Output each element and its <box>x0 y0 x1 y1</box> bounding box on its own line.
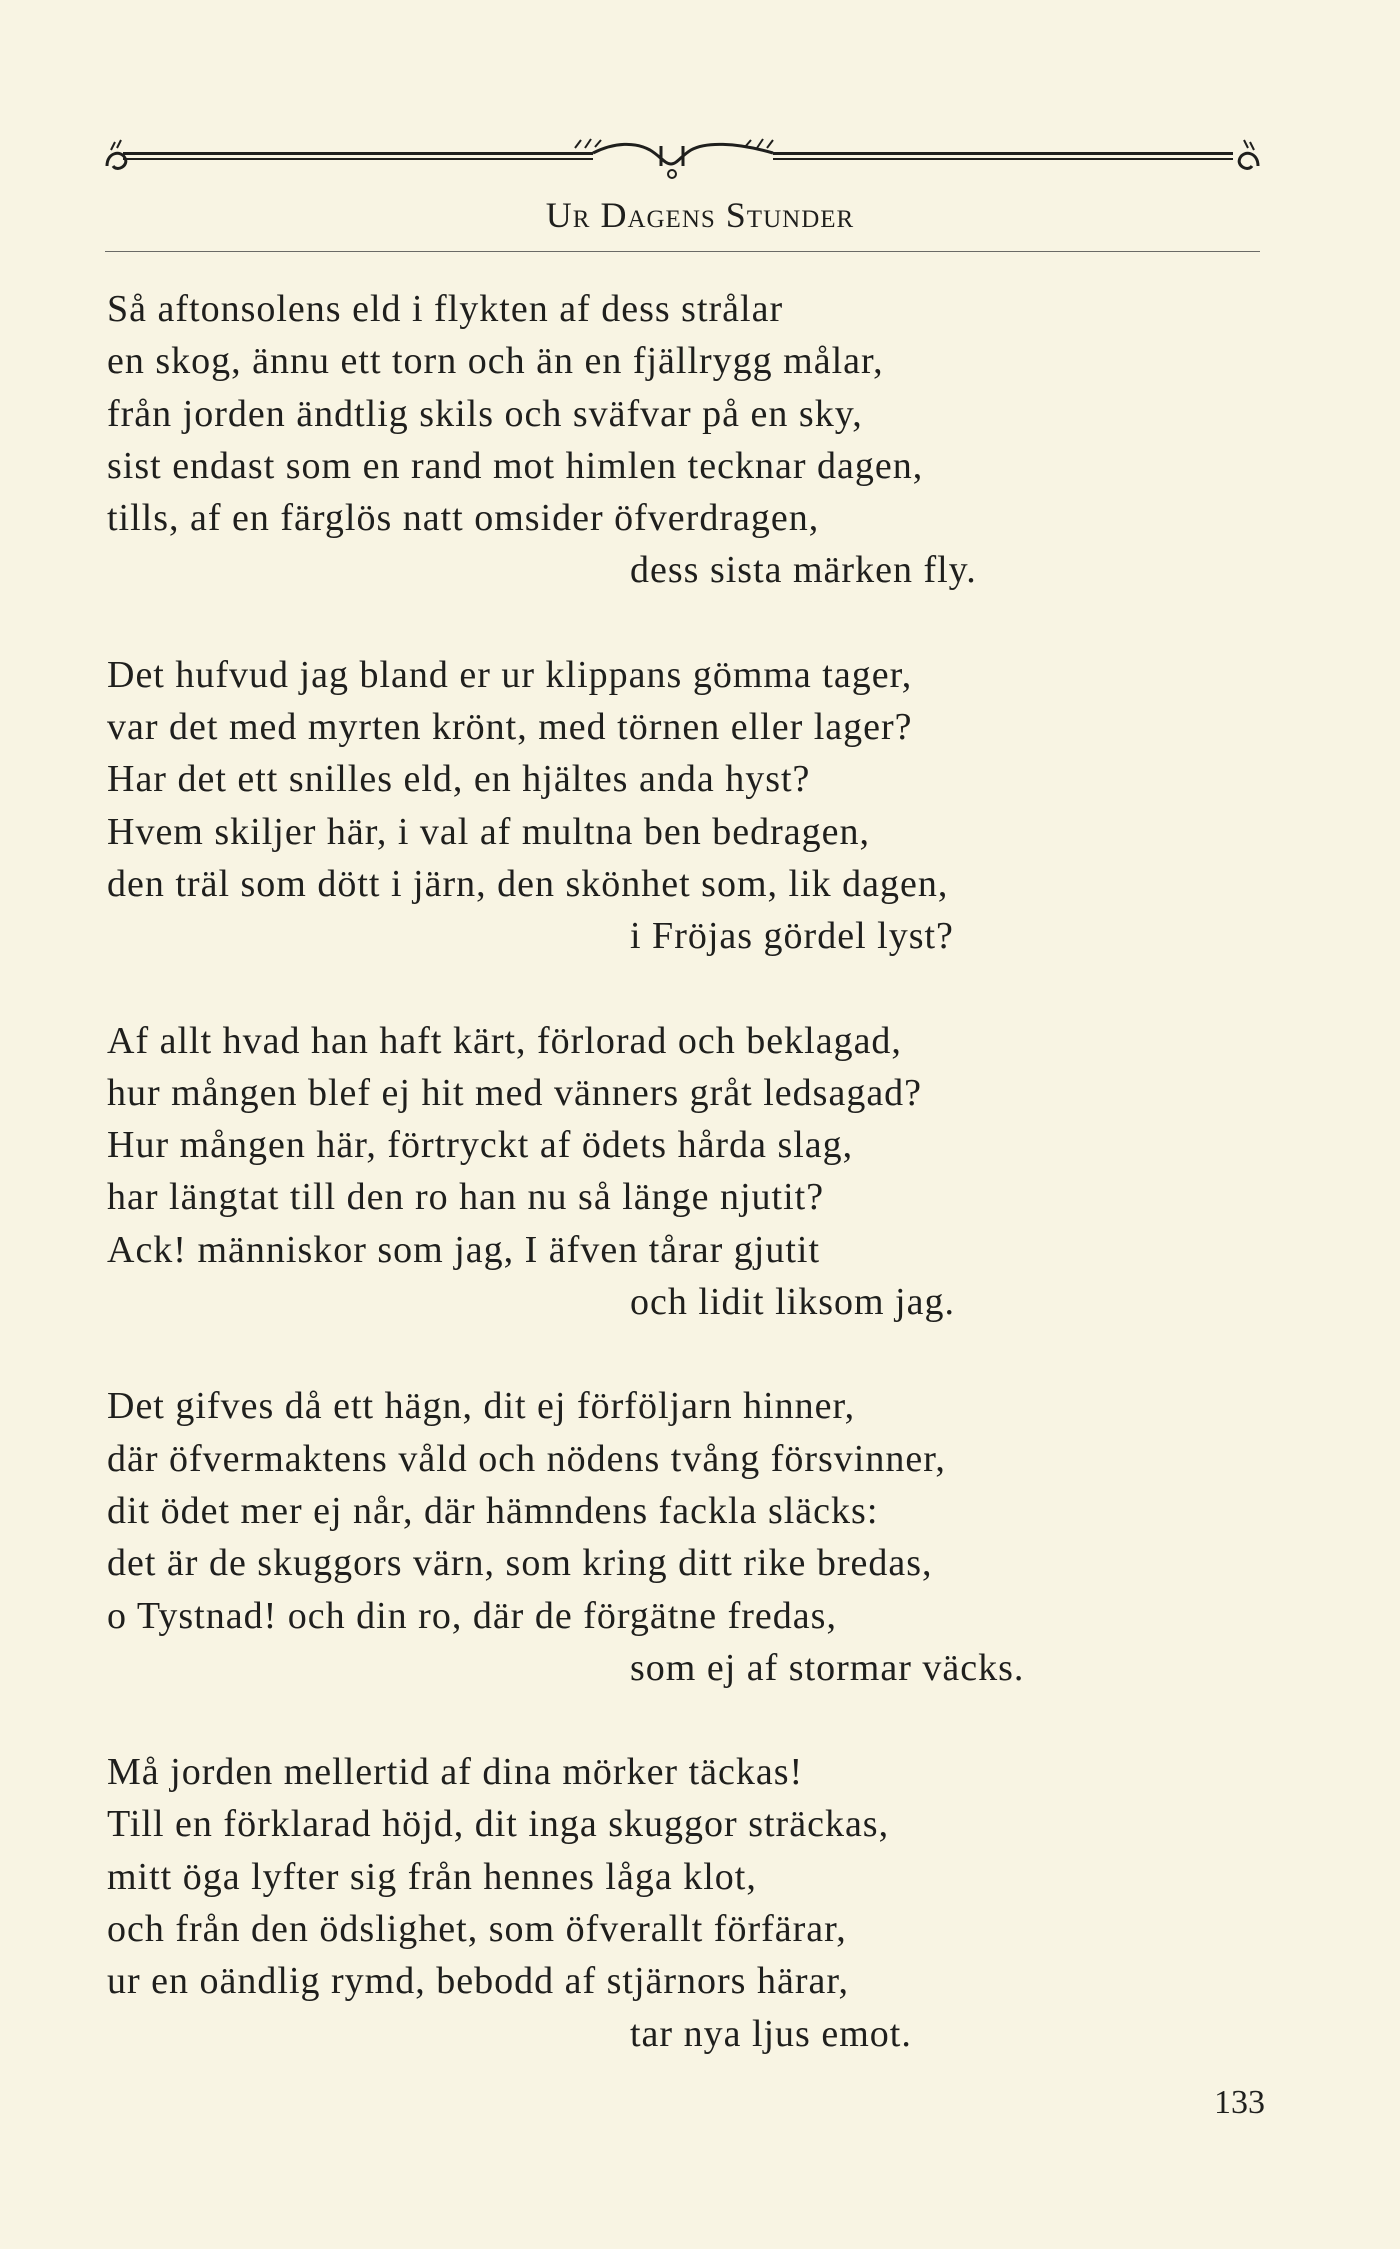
poem-line: en skog, ännu ett torn och än en fjällrygg målar, <box>107 340 884 383</box>
poem-line: Må jorden mellertid af dina mörker täckas! <box>107 1751 804 1794</box>
running-head: Ur Dagens Stunder <box>545 195 855 235</box>
poem-line-refrain: dess sista märken fly. <box>630 549 977 592</box>
poem-line: den träl som dött i järn, den skönhet som, lik dagen, <box>107 862 949 905</box>
header-ornament <box>105 136 1260 188</box>
poem-line: det är de skuggors värn, som kring ditt rike bredas, <box>107 1542 933 1585</box>
poem-line-refrain: tar nya ljus emot. <box>630 2012 912 2055</box>
poem <box>107 283 1207 2112</box>
stanza <box>107 1015 1207 1329</box>
stanza <box>107 283 1207 597</box>
poem-line-refrain: som ej af stormar väcks. <box>630 1646 1025 1689</box>
poem-line: Det gifves då ett hägn, dit ej förföljarn hinner, <box>107 1385 856 1428</box>
poem-line: mitt öga lyfter sig från hennes låga klot, <box>107 1855 757 1898</box>
poem-line: Hvem skiljer här, i val af multna ben bedragen, <box>107 810 871 853</box>
poem-line: o Tystnad! och din ro, där de förgätne fredas, <box>107 1594 837 1637</box>
page-number: 133 <box>1214 2084 1265 2121</box>
poem-line: sist endast som en rand mot himlen tecknar dagen, <box>107 444 924 487</box>
poem-line: där öfvermaktens våld och nödens tvång försvinner, <box>107 1437 946 1480</box>
stanza <box>107 649 1207 963</box>
poem-line: tills, af en färglös natt omsider öfverdragen, <box>107 497 820 540</box>
poem-line: Ack! människor som jag, I äfven tårar gjutit <box>107 1228 821 1271</box>
poem-line: ur en oändlig rymd, bebodd af stjärnors härar, <box>107 1960 849 2003</box>
poem-line: har längtat till den ro han nu så länge njutit? <box>107 1176 825 1219</box>
poem-line: Så aftonsolens eld i flykten af dess strålar <box>107 288 784 330</box>
poem-line: var det med myrten krönt, med törnen eller lager? <box>107 706 913 749</box>
poem-line: Till en förklarad höjd, dit inga skuggor sträckas, <box>107 1803 890 1846</box>
poem-line: Det hufvud jag bland er ur klippans gömma tager, <box>107 653 913 696</box>
poem-line: Af allt hvad han haft kärt, förlorad och beklagad, <box>107 1019 902 1062</box>
poem-line: hur mången blef ej hit med vänners gråt ledsagad? <box>107 1071 923 1114</box>
poem-line: och från den ödslighet, som öfverallt förfärar, <box>107 1908 847 1951</box>
poem-line: Har det ett snilles eld, en hjältes anda hyst? <box>107 758 811 801</box>
stanza <box>107 1746 1207 2060</box>
poem-line-refrain: i Fröjas gördel lyst? <box>630 915 954 958</box>
poem-line-refrain: och lidit liksom jag. <box>630 1281 955 1324</box>
poem-line: dit ödet mer ej når, där hämndens fackla släcks: <box>107 1489 879 1532</box>
poem-line: Hur mången här, förtryckt af ödets hårda slag, <box>107 1124 854 1167</box>
stanza <box>107 1380 1207 1694</box>
poem-line: från jorden ändtlig skils och sväfvar på en sky, <box>107 392 863 435</box>
header-rule <box>105 251 1260 252</box>
